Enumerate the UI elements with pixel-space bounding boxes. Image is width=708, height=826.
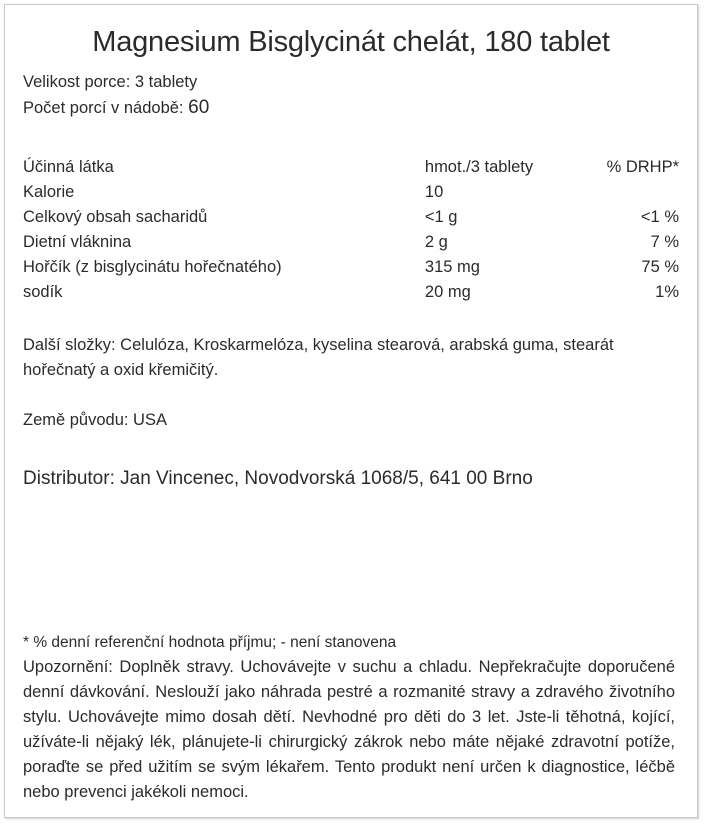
table-row: [23, 280, 679, 305]
table-row: [23, 205, 679, 230]
nutrient-amount: 2 g: [424, 232, 448, 251]
nutrient-name: Kalorie: [23, 182, 75, 201]
servings-per-container-line: [23, 95, 679, 121]
column-header-amount: hmot./3 tablety: [424, 157, 534, 176]
nutrient-name: Dietní vláknina: [23, 232, 132, 251]
nutrient-daily-value: 75 %: [641, 257, 679, 276]
nutrient-daily-value: [595, 180, 679, 205]
other-ingredients-text: Další složky: Celulóza, Kroskarmelóza, kyselina stearová, arabská guma, stearát hořečnatý a oxid křemičitý.: [23, 335, 614, 379]
distributor-text: Distributor: Jan Vincenec, Novodvorská 1068/5, 641 00 Brno: [23, 467, 533, 489]
column-header-daily-value: % DRHP*: [606, 157, 679, 176]
country-of-origin-text: Země původu: USA: [23, 410, 167, 429]
table-row: [23, 230, 679, 255]
table-row: [23, 255, 679, 280]
nutrient-amount: 10: [424, 182, 444, 201]
nutrient-amount: 315 mg: [424, 257, 480, 276]
warning-text: Upozornění: Doplněk stravy. Uchovávejte v suchu a chladu. Nepřekračujte doporučené denní dávkování. Neslouží jako náhrada pestré a rozmanité stravy a zdravého životního stylu. Uchovávejte mimo dosah dětí. Nevhodné pro děti do 3 let. Jste-li těhotná, kojící, užíváte-li nějaký lék, plánujete-li chirurgický zákrok nebo máte nějaké zdravotní potíže, poraďte se před užitím se svým lékařem. Tento produkt není určen k diagnostice, léčbě nebo prevenci jakékoli nemoci.: [23, 658, 675, 801]
table-row: [23, 180, 679, 205]
supplement-facts-label: [4, 4, 698, 818]
nutrient-daily-value: <1 %: [640, 207, 679, 226]
column-header-nutrient: Účinná látka: [23, 157, 114, 176]
daily-value-footnote: * % denní referenční hodnota příjmu; - není stanovena: [23, 634, 397, 651]
nutrition-facts-table: [23, 155, 679, 305]
nutrient-name: Celkový obsah sacharidů: [23, 207, 208, 226]
legal-section: [23, 631, 679, 805]
serving-size-line: Velikost porce: 3 tablety: [23, 72, 198, 91]
table-header-row: [23, 155, 679, 180]
nutrient-daily-value: 7 %: [650, 232, 679, 251]
table-body: [23, 180, 679, 305]
label-content: [5, 5, 697, 817]
nutrient-amount: 20 mg: [424, 282, 471, 301]
servings-per-container-value: 60: [188, 96, 210, 118]
nutrient-name: Hořčík (z bisglycinátu hořečnatého): [23, 257, 282, 276]
nutrient-daily-value: 1%: [655, 282, 679, 301]
nutrient-amount: <1 g: [424, 207, 458, 226]
nutrient-name: sodík: [23, 282, 63, 301]
serving-info: [23, 70, 679, 121]
servings-per-container-label: Počet porcí v nádobě:: [23, 98, 184, 117]
page-title: Magnesium Bisglycinát chelát, 180 tablet: [92, 26, 610, 58]
